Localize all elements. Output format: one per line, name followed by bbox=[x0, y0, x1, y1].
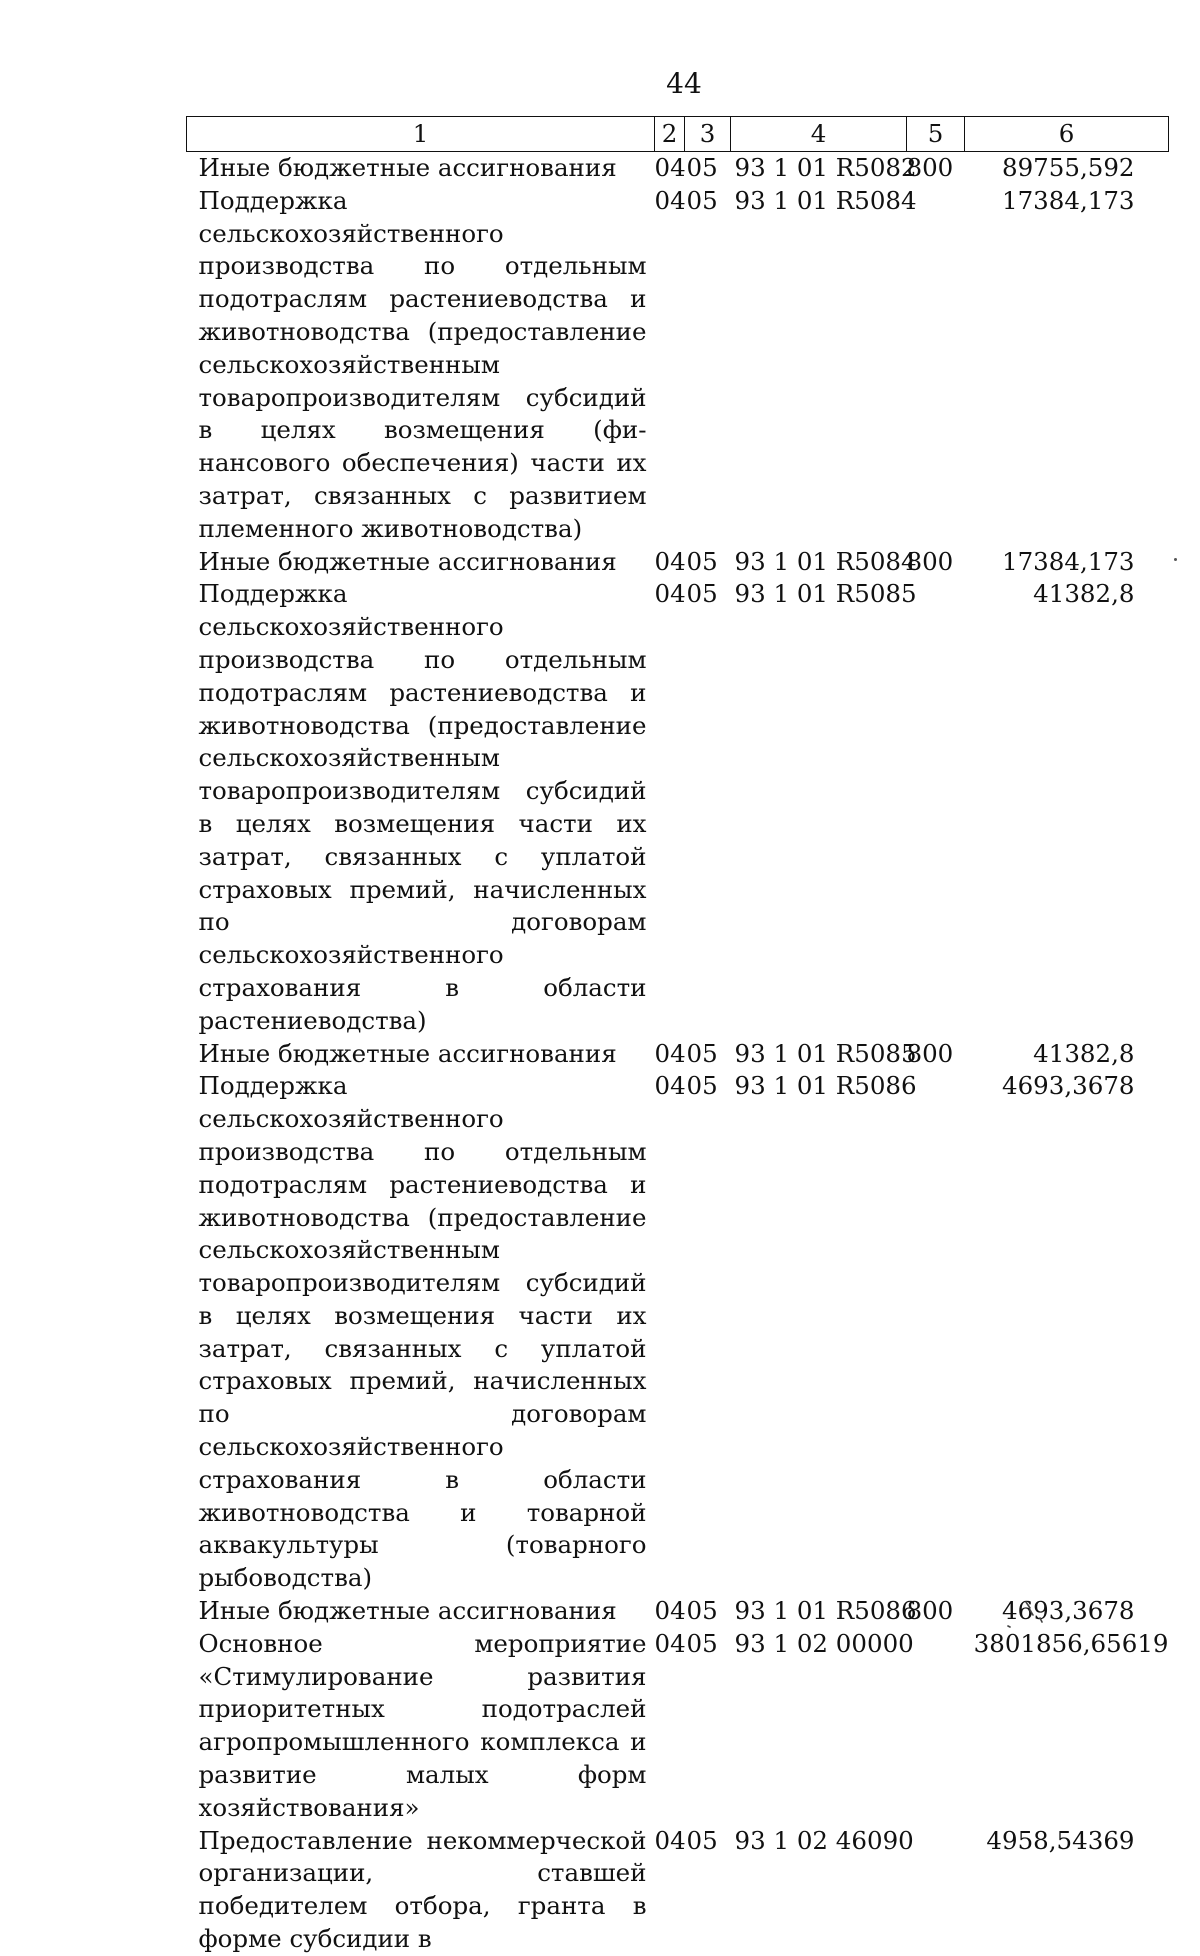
row-target-article: 93 1 01 R5084 bbox=[734, 546, 917, 576]
row-section: 04 bbox=[654, 546, 686, 576]
row-amount: 3801856,65619 bbox=[973, 1628, 1169, 1658]
row-expense-type: 800 bbox=[906, 546, 954, 576]
table-row bbox=[187, 1628, 1169, 1825]
row-expense-type: 800 bbox=[906, 153, 954, 182]
row-name: Поддержка сельскохозяйственного производства по отдельным подотраслям растениеводства и животноводства (предоставление сельскохозяйственным товаропроизводителям субсидий в целях возмещения (финансового обеспечения) части их затрат, связанных с развитием племенного животноводства) bbox=[198, 185, 647, 543]
row-expense-type bbox=[907, 1628, 965, 1825]
row-subsection: 05 bbox=[686, 185, 718, 215]
row-section: 04 bbox=[654, 579, 686, 609]
row-name: Поддержка сельскохозяйственного производства по отдельным подотраслям растениеводства и животноводства (предоставление сельскохозяйственным товаропроизводителям субсидий в целях возмещения части их затрат, связанных с уплатой страховых премий, начисленных по договорам сельскохозяйственного страхования в области растениеводства) bbox=[198, 579, 647, 1035]
header-col-5: 5 bbox=[907, 117, 965, 152]
row-subsection: 05 bbox=[686, 1038, 718, 1068]
scan-speck-dot bbox=[1174, 558, 1177, 561]
row-section: 04 bbox=[654, 1628, 686, 1658]
row-amount: 4693,3678 bbox=[1002, 1596, 1135, 1626]
row-section: 04 bbox=[654, 1825, 686, 1855]
row-section: 04 bbox=[654, 1071, 686, 1101]
table-row bbox=[187, 152, 1169, 185]
row-amount: 41382,8 bbox=[1033, 1038, 1135, 1068]
row-section: 04 bbox=[654, 1038, 686, 1068]
row-target-article: 93 1 02 46090 bbox=[734, 1825, 914, 1855]
row-name: Предоставление некоммерческой организации, ставшей победителем отбора, гранта в форме субсидии в bbox=[198, 1825, 647, 1954]
header-col-1: 1 bbox=[187, 117, 655, 152]
row-name: Иные бюджетные ассигнования bbox=[198, 153, 617, 182]
row-name: Иные бюджетные ассигнования bbox=[198, 546, 617, 576]
table-row bbox=[187, 1038, 1169, 1071]
row-subsection: 05 bbox=[686, 1071, 718, 1101]
row-target-article: 93 1 01 R5086 bbox=[734, 1071, 917, 1101]
row-target-article: 93 1 01 R5084 bbox=[734, 185, 917, 215]
row-expense-type: 800 bbox=[906, 1596, 954, 1626]
row-amount: 17384,173 bbox=[1002, 546, 1135, 576]
row-expense-type bbox=[907, 1825, 965, 1956]
row-expense-type: 800 bbox=[906, 1038, 954, 1068]
row-expense-type bbox=[907, 185, 965, 546]
row-target-article: 93 1 01 R5085 bbox=[734, 579, 917, 609]
row-subsection: 05 bbox=[686, 153, 718, 182]
row-amount: 4693,3678 bbox=[1002, 1071, 1135, 1101]
row-target-article: 93 1 01 R5085 bbox=[734, 1038, 917, 1068]
row-amount: 17384,173 bbox=[1002, 185, 1135, 215]
header-col-4: 4 bbox=[731, 117, 907, 152]
row-section: 04 bbox=[654, 153, 686, 182]
row-target-article: 93 1 02 00000 bbox=[734, 1628, 914, 1658]
header-col-6: 6 bbox=[965, 117, 1169, 152]
table-row bbox=[187, 185, 1169, 546]
table-row bbox=[187, 1070, 1169, 1595]
row-target-article: 93 1 01 R5086 bbox=[734, 1596, 917, 1626]
row-name: Иные бюджетные ассигнования bbox=[198, 1596, 617, 1626]
row-amount: 41382,8 bbox=[1033, 579, 1135, 609]
table-row bbox=[187, 578, 1169, 1037]
header-col-2: 2 bbox=[655, 117, 685, 152]
row-name: Иные бюджетные ассигнования bbox=[198, 1038, 617, 1068]
row-name: Поддержка сельскохозяйственного производства по отдельным подотраслям растениеводства и животноводства (предоставление сельскохозяйственным товаропроизводителям субсидий в целях возмещения части их затрат, связанных с уплатой страховых премий, начисленных по договорам сельскохозяйственного страхования в области животноводства и товарной аквакультуры (товарного рыбоводства) bbox=[198, 1071, 647, 1593]
page-number: 44 bbox=[666, 67, 702, 100]
table-header-row bbox=[187, 117, 1169, 152]
row-section: 04 bbox=[654, 1596, 686, 1626]
table-row bbox=[187, 1825, 1169, 1956]
budget-table bbox=[186, 116, 1169, 1956]
row-expense-type bbox=[907, 1070, 965, 1595]
row-section: 04 bbox=[654, 185, 686, 215]
row-subsection: 05 bbox=[686, 1596, 718, 1626]
row-expense-type bbox=[907, 578, 965, 1037]
row-amount: 4958,54369 bbox=[986, 1825, 1135, 1855]
row-subsection: 05 bbox=[686, 1825, 718, 1855]
row-subsection: 05 bbox=[686, 546, 718, 576]
row-subsection: 05 bbox=[686, 579, 718, 609]
row-target-article: 93 1 01 R5082 bbox=[734, 153, 917, 182]
row-subsection: 05 bbox=[686, 1628, 718, 1658]
row-amount: 89755,592 bbox=[1002, 153, 1135, 182]
table-row bbox=[187, 546, 1169, 579]
header-col-3: 3 bbox=[685, 117, 731, 152]
scan-speck-marks bbox=[1000, 1600, 1060, 1640]
row-name: Основное мероприятие «Стимулирование развития приоритетных подотраслей агропромышленного комплекса и развитие малых форм хозяйствования» bbox=[198, 1628, 647, 1822]
